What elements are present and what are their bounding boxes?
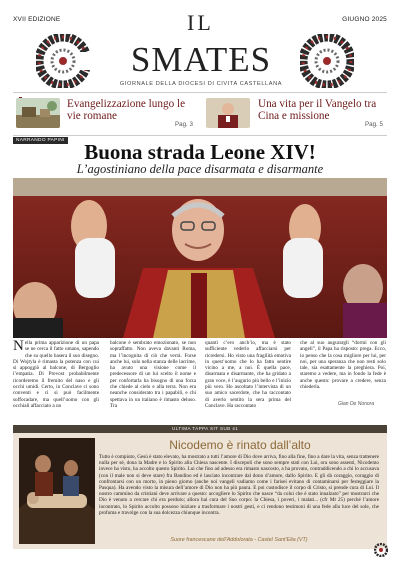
deposition-painting (19, 438, 95, 544)
article-column-3: quanti c’ero anch’io, ma è stato sufficiente vederlo affacciarsi per ricredersi. Ho visto una fragilità emotiva in quest’uomo che lo ha fatto sentire vicino a me, a noi. È quella pace, disarmata e disarmante, che ha gridato a gran voce, è l’augurio più bello e l’inizio più vero. Ho ascoltato l’intervista di un suo amico sacerdote, che ha raccontato di averlo sentito la sera prima del Conclave. Ha raccontato (205, 340, 291, 409)
article-column-2: balcone è sembrato emozionato, se non sopraffatto. Non aveva davanti Roma, ma l’incognita di ciò che verrà. Forse anche lui, solo nella stanza delle lacrime, ha avuto una visione come il predecessore di un lui scelto il nome e per confortarla ha bisogno di una forza che chiede al cielo e alla terra. Non era neanche considerato tra i papabili, e chi spettava in un italiano è rimasto deluso. Tra (110, 340, 196, 409)
reflection-text: Tutto è compiuto, Gesù è stato elevato, ha mostrato a tutti l’amore di Dio dove arriva, fino alla fine, fino a dare la vita, senza trattenere nulla per sé, dona la Madre e lo Spirito alla Chiesa nascente. I discepoli che sono sempre stati con Lui, ora sono assenti, Nicodemo invece ha visto, ha accolto questo Spirito. Lui che fino ad adesso era rimasto nascosto, a ha provato, contraddicendo a chi lo accusava (con il male non si deve stare) fra Bandino ed è lasciato incontrare dal dono d’amore, dallo Spirito. E gli dà coraggio, coraggio di confrontarsi con un morto, in pieno giorno (anche noi vangeli vadiamo come i farisei evitano di contaminarsi per festeggiare la Pasqua). Ha avendo visto la misura dell’amore di Dio non ha più paura. E poi custodisce il corpo di Cristo, si prende cura di Lui. Il nostro cammino da cristiani deve arrivare a questo: accogliere lo Spirito che nasce “da colui che è stato innalzato” per mostrarci che Dio è venuto a cercare chi era perduto; allora hai cura del Suo corpo: la Chiesa, i poveri, i malati... (cfr Mt 25) perché l’amore incontrato, lo Spirito accolto possono iniziare a trasformare i nostri gesti, e ci rendono testimoni di una fede alla luce del sole, che profuma e travolge con la sua dolcezza chiunque incontra. (99, 454, 379, 516)
author-tag: NARRANDO PAPINI (13, 137, 68, 144)
teaser-bar (13, 92, 387, 136)
masthead-subtitle: GIORNALE DELLA DIOCESI DI CIVITA CASTELLANA (119, 81, 283, 87)
masthead-il: IL (187, 10, 214, 35)
subheadline: L’agostiniano della pace disarmata e disarmante (76, 162, 324, 176)
reflection-title: Nicodemo è rinato dall’alto (169, 438, 311, 452)
masthead-title: SMATES (130, 40, 272, 79)
edition-label: XVII EDIZIONE (13, 16, 61, 23)
reflection-author: Suore francescane dell’Addolorata - Castel Sant’Elia (VT) (170, 537, 308, 543)
headline: Buona strada Leone XIV! (84, 140, 316, 164)
masthead (0, 8, 400, 88)
drop-cap: N (13, 338, 24, 354)
teaser-title-1[interactable]: Evangelizzazione lungo le vie romane (67, 98, 186, 122)
corner-mosaic-icon (374, 543, 388, 557)
teaser-title-2[interactable]: Una vita per il Vangelo tra Cina e missione (258, 98, 377, 122)
issue-date: GIUGNO 2025 (342, 16, 387, 23)
teaser-page-2: Pag. 5 (365, 121, 383, 128)
article-column-1-text: ella prima apparizione di un papa se ne cerca il fatto umano, sapendo che su quello basera il suo disegno. Di Wojtyla è rimasta la potenza con cui si appoggiò al balcone, di Bergoglio l’empatia. Di Prevost probabilmente ricorderemo il fremito del naso e gli occhi umidi. Certo, in Conclave ci sono conventi e ci si può facilmente soffocadare, ma quell’uomo con gli occhiali affacciato a un (13, 340, 99, 409)
article-column-1 (13, 340, 99, 409)
article-signature: Gian De Nonora (338, 401, 375, 407)
pope-photo (13, 178, 387, 338)
mosaic-o-logo (300, 34, 354, 88)
teaser-image-portrait[interactable] (206, 98, 250, 128)
article-column-4: che al suo augurargli “dormi con gli angeli”, il Papa ha risposto: prega. Ecco, io penso che la cosa migliore per lui, per noi, per una speranza che non resti solo tale, sia esattamente la preghiera. Poi, staremo a vedere, ma in fondo la fede è anche questo: provare a credere, senza chiederla. (300, 340, 386, 391)
teaser-page-1: Pag. 3 (175, 121, 193, 128)
reflection-label: ULTIMA TAPPA SIT SUB 41 (172, 426, 239, 431)
teaser-image-landscape[interactable] (16, 98, 60, 128)
